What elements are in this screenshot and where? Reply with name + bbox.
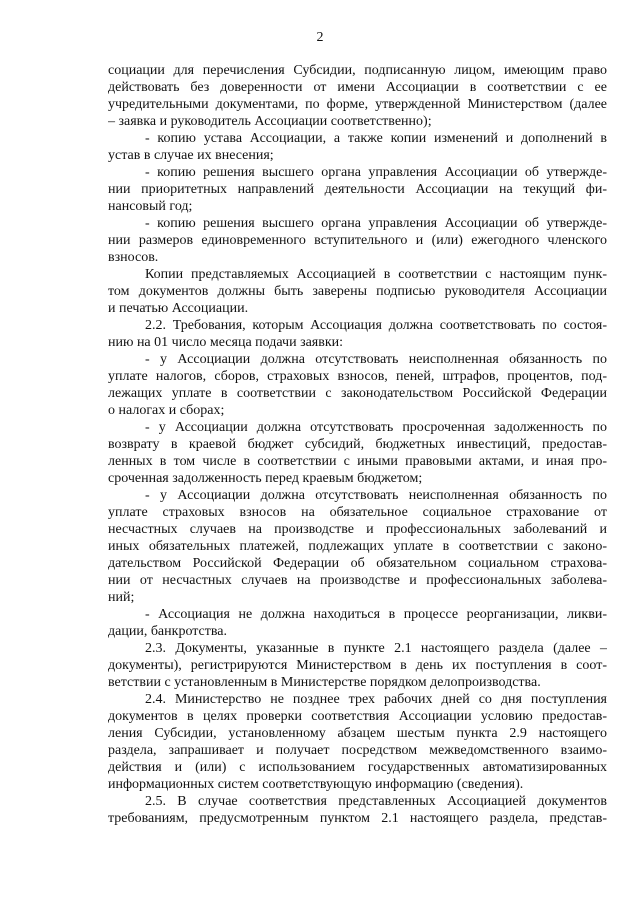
text-line: иных обязательных платежей, подлежащих уплате в соответствии с законо- <box>108 539 607 554</box>
text-line: - копию решения высшего органа управления Ассоциации об утвержде- <box>145 216 607 231</box>
paragraph <box>108 164 607 215</box>
text-line: требованиям, предусмотренным пунктом 2.1 настоящего раздела, представ- <box>108 811 607 826</box>
paragraph <box>108 266 607 317</box>
text-line: - у Ассоциации должна отсутствовать неисполненная обязанность по <box>145 352 607 367</box>
text-line: - копию устава Ассоциации, а также копии изменений и дополнений в <box>145 131 607 146</box>
text-line: ветствии с установленным в Министерстве порядком делопроизводства. <box>108 675 541 690</box>
text-line: ний; <box>108 590 135 605</box>
document-body <box>108 62 607 827</box>
text-line: 2.2. Требования, которым Ассоциация должна соответствовать по состоя- <box>145 318 607 333</box>
text-line: 2.4. Министерство не позднее трех рабочих дней со дня поступления <box>145 692 607 707</box>
text-line: - у Ассоциации должна отсутствовать неисполненная обязанность по <box>145 488 607 503</box>
text-line: нии от несчастных случаев на производстве и профессиональных заболева- <box>108 573 607 588</box>
text-line: нии приоритетных направлений деятельности Ассоциации на текущий фи- <box>108 182 607 197</box>
text-line: возврату в краевой бюджет субсидий, бюджетных инвестиций, предостав- <box>108 437 607 452</box>
text-line: учредительными документами, по форме, утвержденной Министерством (далее <box>108 97 607 112</box>
text-line: - копию решения высшего органа управления Ассоциации об утвержде- <box>145 165 607 180</box>
text-line: ления Субсидии, установленному абзацем шестым пункта 2.9 настоящего <box>108 726 607 741</box>
text-line: и печатью Ассоциации. <box>108 301 249 316</box>
text-line: действия и (или) с использованием государственных автоматизированных <box>108 760 607 775</box>
text-line: 2.5. В случае соответствия представленных Ассоциацией документов <box>145 794 607 809</box>
text-line: том документов должны быть заверены подписью руководителя Ассоциации <box>108 284 607 299</box>
text-line: уплате страховых взносов на обязательное социальное страхование от <box>108 505 607 520</box>
text-line: уплате налогов, сборов, страховых взносов, пеней, штрафов, процентов, под- <box>108 369 607 384</box>
text-line: нансовый год; <box>108 199 193 214</box>
text-line: социации для перечисления Субсидии, подписанную лицом, имеющим право <box>108 63 607 78</box>
text-line: – заявка и руководитель Ассоциации соответственно); <box>108 114 432 129</box>
paragraph <box>108 215 607 266</box>
paragraph <box>108 419 607 487</box>
text-line: взносов. <box>108 250 159 265</box>
paragraph <box>108 640 607 691</box>
text-line: документов в целях проверки соответствия Ассоциации условию предостав- <box>108 709 607 724</box>
paragraph <box>108 487 607 606</box>
page-number: 2 <box>316 30 324 45</box>
text-line: информационных систем соответствующую информацию (сведения). <box>108 777 524 792</box>
text-line: - Ассоциация не должна находиться в процессе реорганизации, ликви- <box>145 607 607 622</box>
text-line: действовать без доверенности от имени Ассоциации в соответствии с ее <box>108 80 607 95</box>
paragraph <box>108 351 607 419</box>
paragraph <box>108 691 607 793</box>
paragraph <box>108 793 607 827</box>
text-line: нию на 01 число месяца подачи заявки: <box>108 335 344 350</box>
text-line: устав в случае их внесения; <box>108 148 274 163</box>
paragraph <box>108 317 607 351</box>
text-line: дации, банкротства. <box>108 624 228 639</box>
paragraph <box>108 606 607 640</box>
text-line: о налогах и сборах; <box>108 403 225 418</box>
text-line: документы), регистрируются Министерством в день их поступления в соот- <box>108 658 607 673</box>
text-line: ленных в том числе в соответствии с иными правовыми актами, и иная про- <box>108 454 607 469</box>
paragraph <box>108 62 607 130</box>
text-line: - у Ассоциации должна отсутствовать просроченная задолженность по <box>145 420 607 435</box>
paragraph <box>108 130 607 164</box>
text-line: сроченная задолженность перед краевым бюджетом; <box>108 471 423 486</box>
text-line: нии размеров единовременного вступительного и (или) ежегодного членского <box>108 233 607 248</box>
text-line: дательством Российской Федерации об обязательном социальном страхова- <box>108 556 607 571</box>
text-line: 2.3. Документы, указанные в пункте 2.1 настоящего раздела (далее – <box>145 641 607 656</box>
text-line: Копии представляемых Ассоциацией в соответствии с настоящим пунк- <box>145 267 607 282</box>
text-line: лежащих уплате в соответствии с законодательством Российской Федерации <box>108 386 607 401</box>
text-line: раздела, запрашивает и получает посредством межведомственного взаимо- <box>108 743 607 758</box>
text-line: несчастных случаев на производстве и профессиональных заболеваний и <box>108 522 607 537</box>
